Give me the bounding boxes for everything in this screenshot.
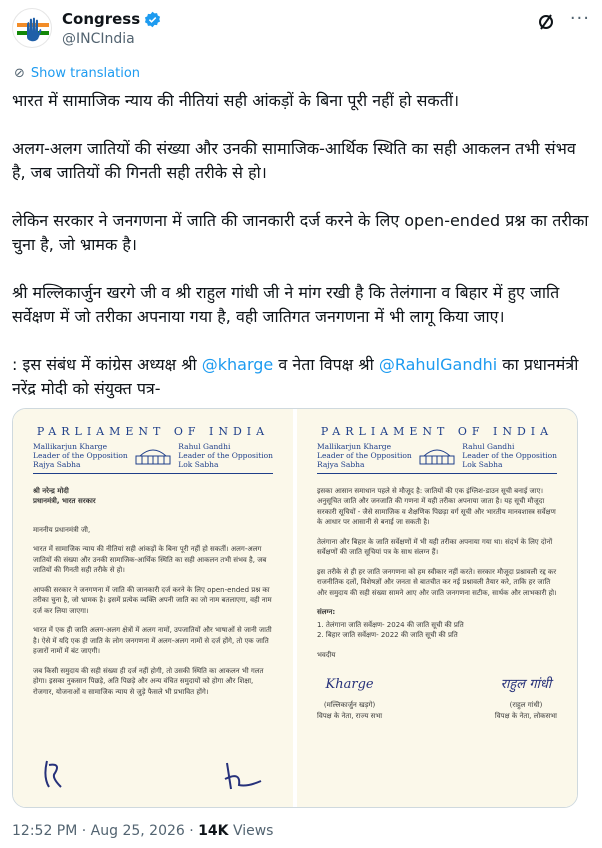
letterhead — [33, 442, 273, 469]
signature-right — [494, 677, 557, 721]
letter-paragraph: आपकी सरकार ने जनगणना में जाति की जानकारी दर्ज करने के लिए open-ended प्रश्न का तरीका चुना है, जो भ्रामक है। इसमें प्रत्येक व्यक्ति अपनी जाति का जो नाम बतलाएगा, वही नाम दर्ज कर लिया जाएगा। — [33, 585, 272, 615]
letterhead — [317, 442, 557, 469]
letterhead-right — [462, 442, 557, 469]
parliament-heading: PARLIAMENT OF INDIA — [320, 425, 554, 438]
timestamp[interactable]: 12:52 PM · Aug 25, 2026 · — [12, 823, 199, 839]
tweet-text — [12, 89, 592, 425]
signatory-right-title: विपक्ष के नेता, लोकसभा — [494, 711, 557, 720]
attached-images[interactable] — [12, 408, 578, 808]
parliament-emblem-icon — [134, 442, 172, 468]
signature-block — [317, 677, 557, 721]
letterhead-left-role: Leader of the Opposition — [33, 450, 128, 460]
letter-paragraph: भारत में सामाजिक न्याय की नीतियां सही आंकड़ों के बिना पूरी नहीं हो सकतीं। अलग-अलग जातियों की संख्या और उनकी सामाजिक-आर्थिक स्थिति का सही आकलन तभी संभव है, जब जातियों की गिनती सही तरीके से हो। — [33, 545, 267, 574]
letterhead-right-house: Lok Sabha — [462, 459, 503, 469]
letterhead-left-house: Rajya Sabha — [33, 459, 81, 469]
letterhead-left — [33, 442, 128, 469]
more-options-icon[interactable]: ··· — [569, 8, 590, 29]
tweet-text-segment: व नेता विपक्ष श्री — [273, 355, 379, 374]
letter-page-1[interactable] — [13, 409, 293, 807]
enclosure-item: 1. तेलंगाना जाति सर्वेक्षण- 2024 की जाति सूची की प्रति — [317, 620, 464, 629]
congress-logo-icon — [13, 9, 52, 48]
tweet-text-segment: का प्रधानमंत्री नरेंद्र मोदी को संयुक्त पत्र- — [12, 355, 579, 398]
letterhead-right-name: Rahul Gandhi — [178, 441, 231, 451]
signature-handwriting-left: Kharge — [325, 677, 374, 692]
salutation: माननीय प्रधानमंत्री जी, — [33, 525, 91, 534]
tweet-paragraph-2: अलग-अलग जातियों की संख्या और उनकी सामाजिक-आर्थिक स्थिति का सही आकलन तभी संभव है, जब जातियों की गिनती सही तरीके से हो। — [12, 139, 576, 182]
letterhead-right-name: Rahul Gandhi — [462, 441, 515, 451]
closing: भवदीय — [317, 650, 336, 659]
parliament-emblem-icon — [418, 442, 456, 468]
recipient-name: श्री नरेन्द्र मोदी — [33, 486, 69, 495]
signature-left — [317, 677, 383, 721]
recipient-title: प्रधानमंत्री, भारत सरकार — [33, 497, 96, 505]
signatory-left-title: विपक्ष के नेता, राज्य सभा — [317, 711, 383, 720]
letterhead-left-house: Rajya Sabha — [317, 459, 365, 469]
tweet-paragraph-4: श्री मल्लिकार्जुन खरगे जी व श्री राहुल गांधी जी ने मांग रखी है कि तेलंगाना व बिहार में हुए जाति सर्वेक्षण में जो तरीका अपनाया गया है, वही जातिगत जनगणना में भी लागू किया जाए। — [12, 283, 560, 326]
mention-kharge[interactable]: @kharge — [201, 355, 274, 374]
letterhead-divider — [33, 473, 273, 474]
show-translation-label[interactable]: Show translation — [30, 66, 141, 81]
letterhead-left-role: Leader of the Opposition — [317, 450, 412, 460]
letter-paragraph: तेलंगाना और बिहार के जाति सर्वेक्षणों में भी यही तरीका अपनाया गया था। संदर्भ के लिए दोनों सर्वेक्षणों की जाति सूचियां पत्र के साथ संलग्न हैं। — [317, 537, 553, 556]
tweet-paragraph-1: भारत में सामाजिक न्याय की नीतियां सही आंकड़ों के बिना पूरी नहीं हो सकतीं। — [12, 91, 460, 110]
letterhead-left-name: Mallikarjun Kharge — [33, 441, 108, 451]
tweet-meta — [12, 823, 273, 839]
tweet-header — [12, 6, 590, 54]
mention-rahulgandhi[interactable]: @RahulGandhi — [378, 355, 498, 374]
letterhead-right-role: Leader of the Opposition — [462, 450, 557, 460]
letter-paragraph: जब किसी समुदाय की सही संख्या ही दर्ज नहीं होगी, तो उसकी स्थिति का आकलन भी गलत होगा। इसका नुकसान पिछड़े, अति पिछड़े और अन्य वंचित समुदायों को होगा और शिक्षा, रोजगार, योजनाओं व सामाजिक न्याय से जुड़े फैसले भी प्रभावित होंगे। — [33, 666, 264, 696]
parliament-heading: PARLIAMENT OF INDIA — [36, 425, 270, 438]
signatory-left-name: (मल्लिकार्जुन खड़गे) — [323, 701, 376, 709]
letterhead-left-name: Mallikarjun Kharge — [317, 441, 392, 451]
tweet-paragraph-3: लेकिन सरकार ने जनगणना में जाति की जानकारी दर्ज करने के लिए open-ended प्रश्न का तरीका चुना है, जो भ्रामक है। — [12, 211, 589, 254]
enclosure-item: 2. बिहार जाति सर्वेक्षण- 2022 की जाति सूची की प्रति — [317, 631, 458, 639]
signatory-right-name: (राहुल गांधी) — [509, 701, 543, 709]
tweet-text-segment: : इस संबंध में कांग्रेस अध्यक्ष श्री — [12, 355, 202, 374]
show-translation[interactable] — [14, 66, 140, 81]
verified-badge-icon — [144, 11, 161, 28]
letter-body-2 — [317, 486, 557, 722]
signature-handwriting-right: राहुल गांधी — [500, 677, 552, 692]
letterhead-right — [178, 442, 273, 469]
tweet-paragraph-5 — [12, 353, 592, 401]
letterhead-left — [317, 442, 412, 469]
grok-icon[interactable] — [536, 12, 556, 32]
letter-body-1 — [33, 486, 273, 698]
avatar[interactable] — [12, 8, 52, 48]
display-name-row[interactable] — [62, 10, 161, 28]
views-count: 14K — [198, 823, 229, 839]
letter-page-2[interactable] — [297, 409, 577, 807]
letter-paragraph: इसका आसान समाधान पहले से मौजूद है: जातियों की एक इंग्लिश-डाउन सूची बनाई जाए। अनुसूचित जाति और जनजाति की गणना में यही तरीका अपनाया जाता है। यह सूची मौजूदा सरकारी सूचियों - जैसे सामाजिक व शैक्षणिक पिछड़ा वर्ग सूची और भारतीय मानवशास्त्र सर्वेक्षण के आधार पर आसानी से बनाई जा सकती है। — [317, 486, 556, 526]
display-name[interactable]: Congress — [62, 10, 141, 28]
signature-initials-left — [39, 757, 79, 793]
recipient — [33, 486, 273, 507]
letter-paragraph: इस तरीके से ही हर जाति जनगणना को हम स्वीकार नहीं करते। सरकार मौजूदा प्रश्नावली रद्द कर राजनीतिक दलों, विशेषज्ञों और जनता से बातचीत कर नई प्रश्नावली तैयार करे, ताकि हर जाति और समुदाय की सही संख्या सामने आए और जाति जनगणना सटीक, सार्थक और लाभकारी हो। — [317, 567, 557, 597]
user-handle[interactable]: @INCIndia — [62, 31, 135, 47]
signature-initials-right — [221, 757, 267, 793]
letterhead-divider — [317, 473, 557, 474]
enclosure-title: संलग्न: — [317, 608, 336, 616]
views-label: Views — [228, 823, 274, 839]
letterhead-right-role: Leader of the Opposition — [178, 450, 273, 460]
globe-icon: ⊘ — [14, 66, 25, 81]
letter-paragraph: भारत में एक ही जाति अलग-अलग क्षेत्रों में अलग नामों, उपजातियों और भाषाओं से जानी जाती है। ऐसे में यदि एक ही जाति के लोग जनगणना में अलग-अलग नामों से दर्ज होंगे, तो एक जाति हजारों नामों में बंट जाएगी। — [33, 626, 272, 655]
letterhead-right-house: Lok Sabha — [178, 459, 219, 469]
